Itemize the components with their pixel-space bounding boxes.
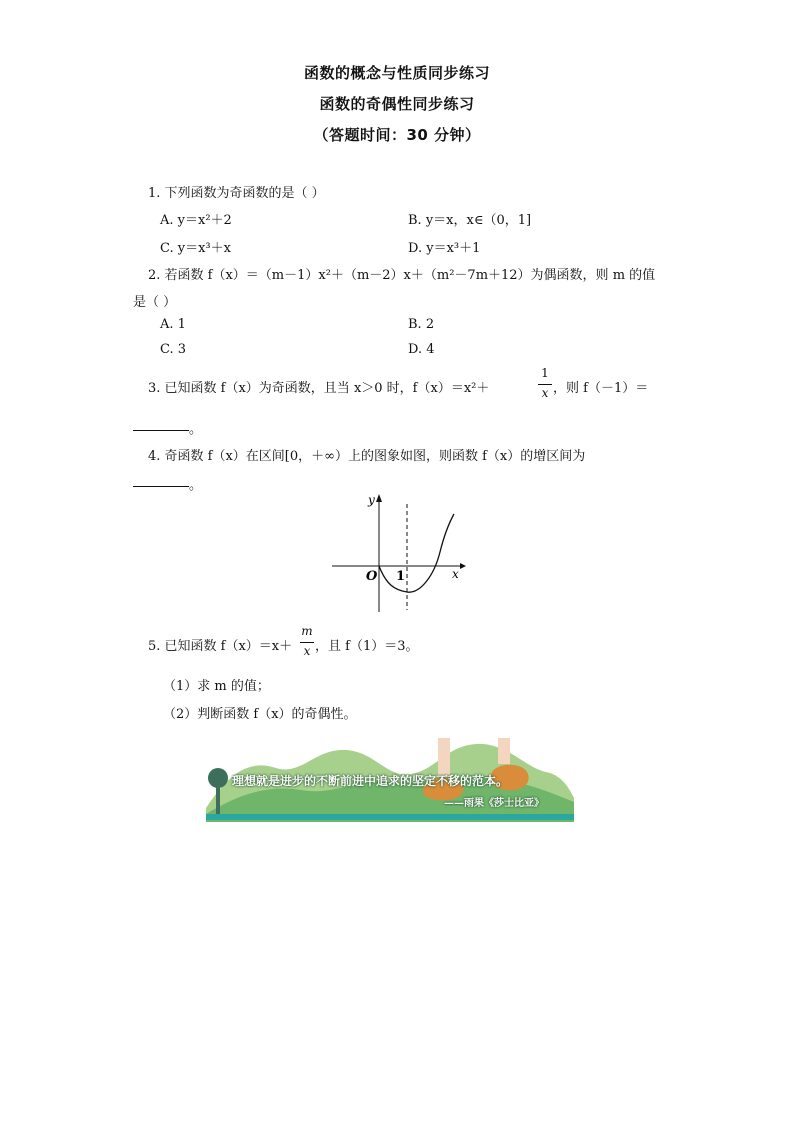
q1-stem: 1. 下列函数为奇函数的是（ ）	[148, 186, 325, 201]
q2-option-a: A. 1	[160, 317, 186, 332]
q3-stem-right: ，则 f（－1）＝	[553, 381, 649, 396]
q1-option-d: D. y＝x³＋1	[408, 241, 481, 256]
quote-banner	[206, 738, 574, 822]
q2-option-d: D. 4	[408, 342, 435, 357]
answer-time: （答题时间：30 分钟）	[313, 126, 481, 144]
q2-stem: 2. 若函数 f（x）＝（m－1）x²＋（m－2）x＋（m²－7m＋12）为偶函数，则 m 的值	[148, 268, 656, 283]
q1-option-b: B. y＝x，x∈（0，1]	[408, 213, 532, 228]
q5-stem-right: ，且 f（1）＝3。	[315, 639, 419, 654]
q4-stem: 4. 奇函数 f（x）在区间[0，＋∞）上的图象如图，则函数 f（x）的增区间为	[148, 449, 586, 464]
q5-fraction-denominator: x	[303, 644, 311, 658]
q5-part-2: （2）判断函数 f（x）的奇偶性。	[163, 707, 357, 722]
leg-right	[498, 738, 510, 764]
function-graph	[328, 490, 468, 616]
leg-left	[438, 738, 450, 776]
q3-answer-blank[interactable]	[133, 430, 189, 431]
function-curve	[379, 514, 454, 592]
q3-tail: 。	[189, 422, 203, 437]
tree-trunk	[216, 784, 220, 814]
q4-tail: 。	[189, 478, 203, 493]
q1-option-c: C. y＝x³＋x	[160, 241, 231, 256]
q5-fraction-bar	[300, 642, 314, 643]
q1-option-a: A. y＝x²＋2	[160, 213, 232, 228]
x-axis-label: x	[452, 567, 459, 581]
y-axis-arrow	[376, 494, 382, 502]
q3-stem: 3. 已知函数 f（x）为奇函数，且当 x＞0 时，f（x）＝x²＋	[148, 381, 490, 396]
q3-fraction-denominator: x	[541, 386, 549, 400]
document-subtitle: 函数的奇偶性同步练习	[319, 95, 475, 113]
q2-option-c: C. 3	[160, 342, 187, 357]
q3-fraction-bar	[538, 384, 552, 385]
y-axis-label: y	[368, 493, 375, 507]
q3-fraction-numerator: 1	[541, 366, 549, 380]
banner-quote: 理想就是进步的不断前进中追求的坚定不移的范本。	[232, 774, 509, 788]
document-title: 函数的概念与性质同步练习	[303, 64, 490, 82]
q5-stem: 5. 已知函数 f（x）＝x＋	[148, 639, 293, 654]
banner-author: ——雨果《莎士比亚》	[444, 798, 544, 809]
ground-strip	[206, 814, 574, 820]
tick-label-one: 1	[396, 569, 406, 584]
x-axis-arrow	[460, 563, 466, 569]
q2-option-b: B. 2	[408, 317, 435, 332]
q5-part-1: （1）求 m 的值；	[163, 679, 270, 694]
q5-fraction-numerator: m	[301, 624, 313, 638]
origin-label: O	[366, 569, 378, 584]
q2-stem-continued: 是（ ）	[133, 295, 177, 310]
q4-answer-blank[interactable]	[133, 486, 189, 487]
